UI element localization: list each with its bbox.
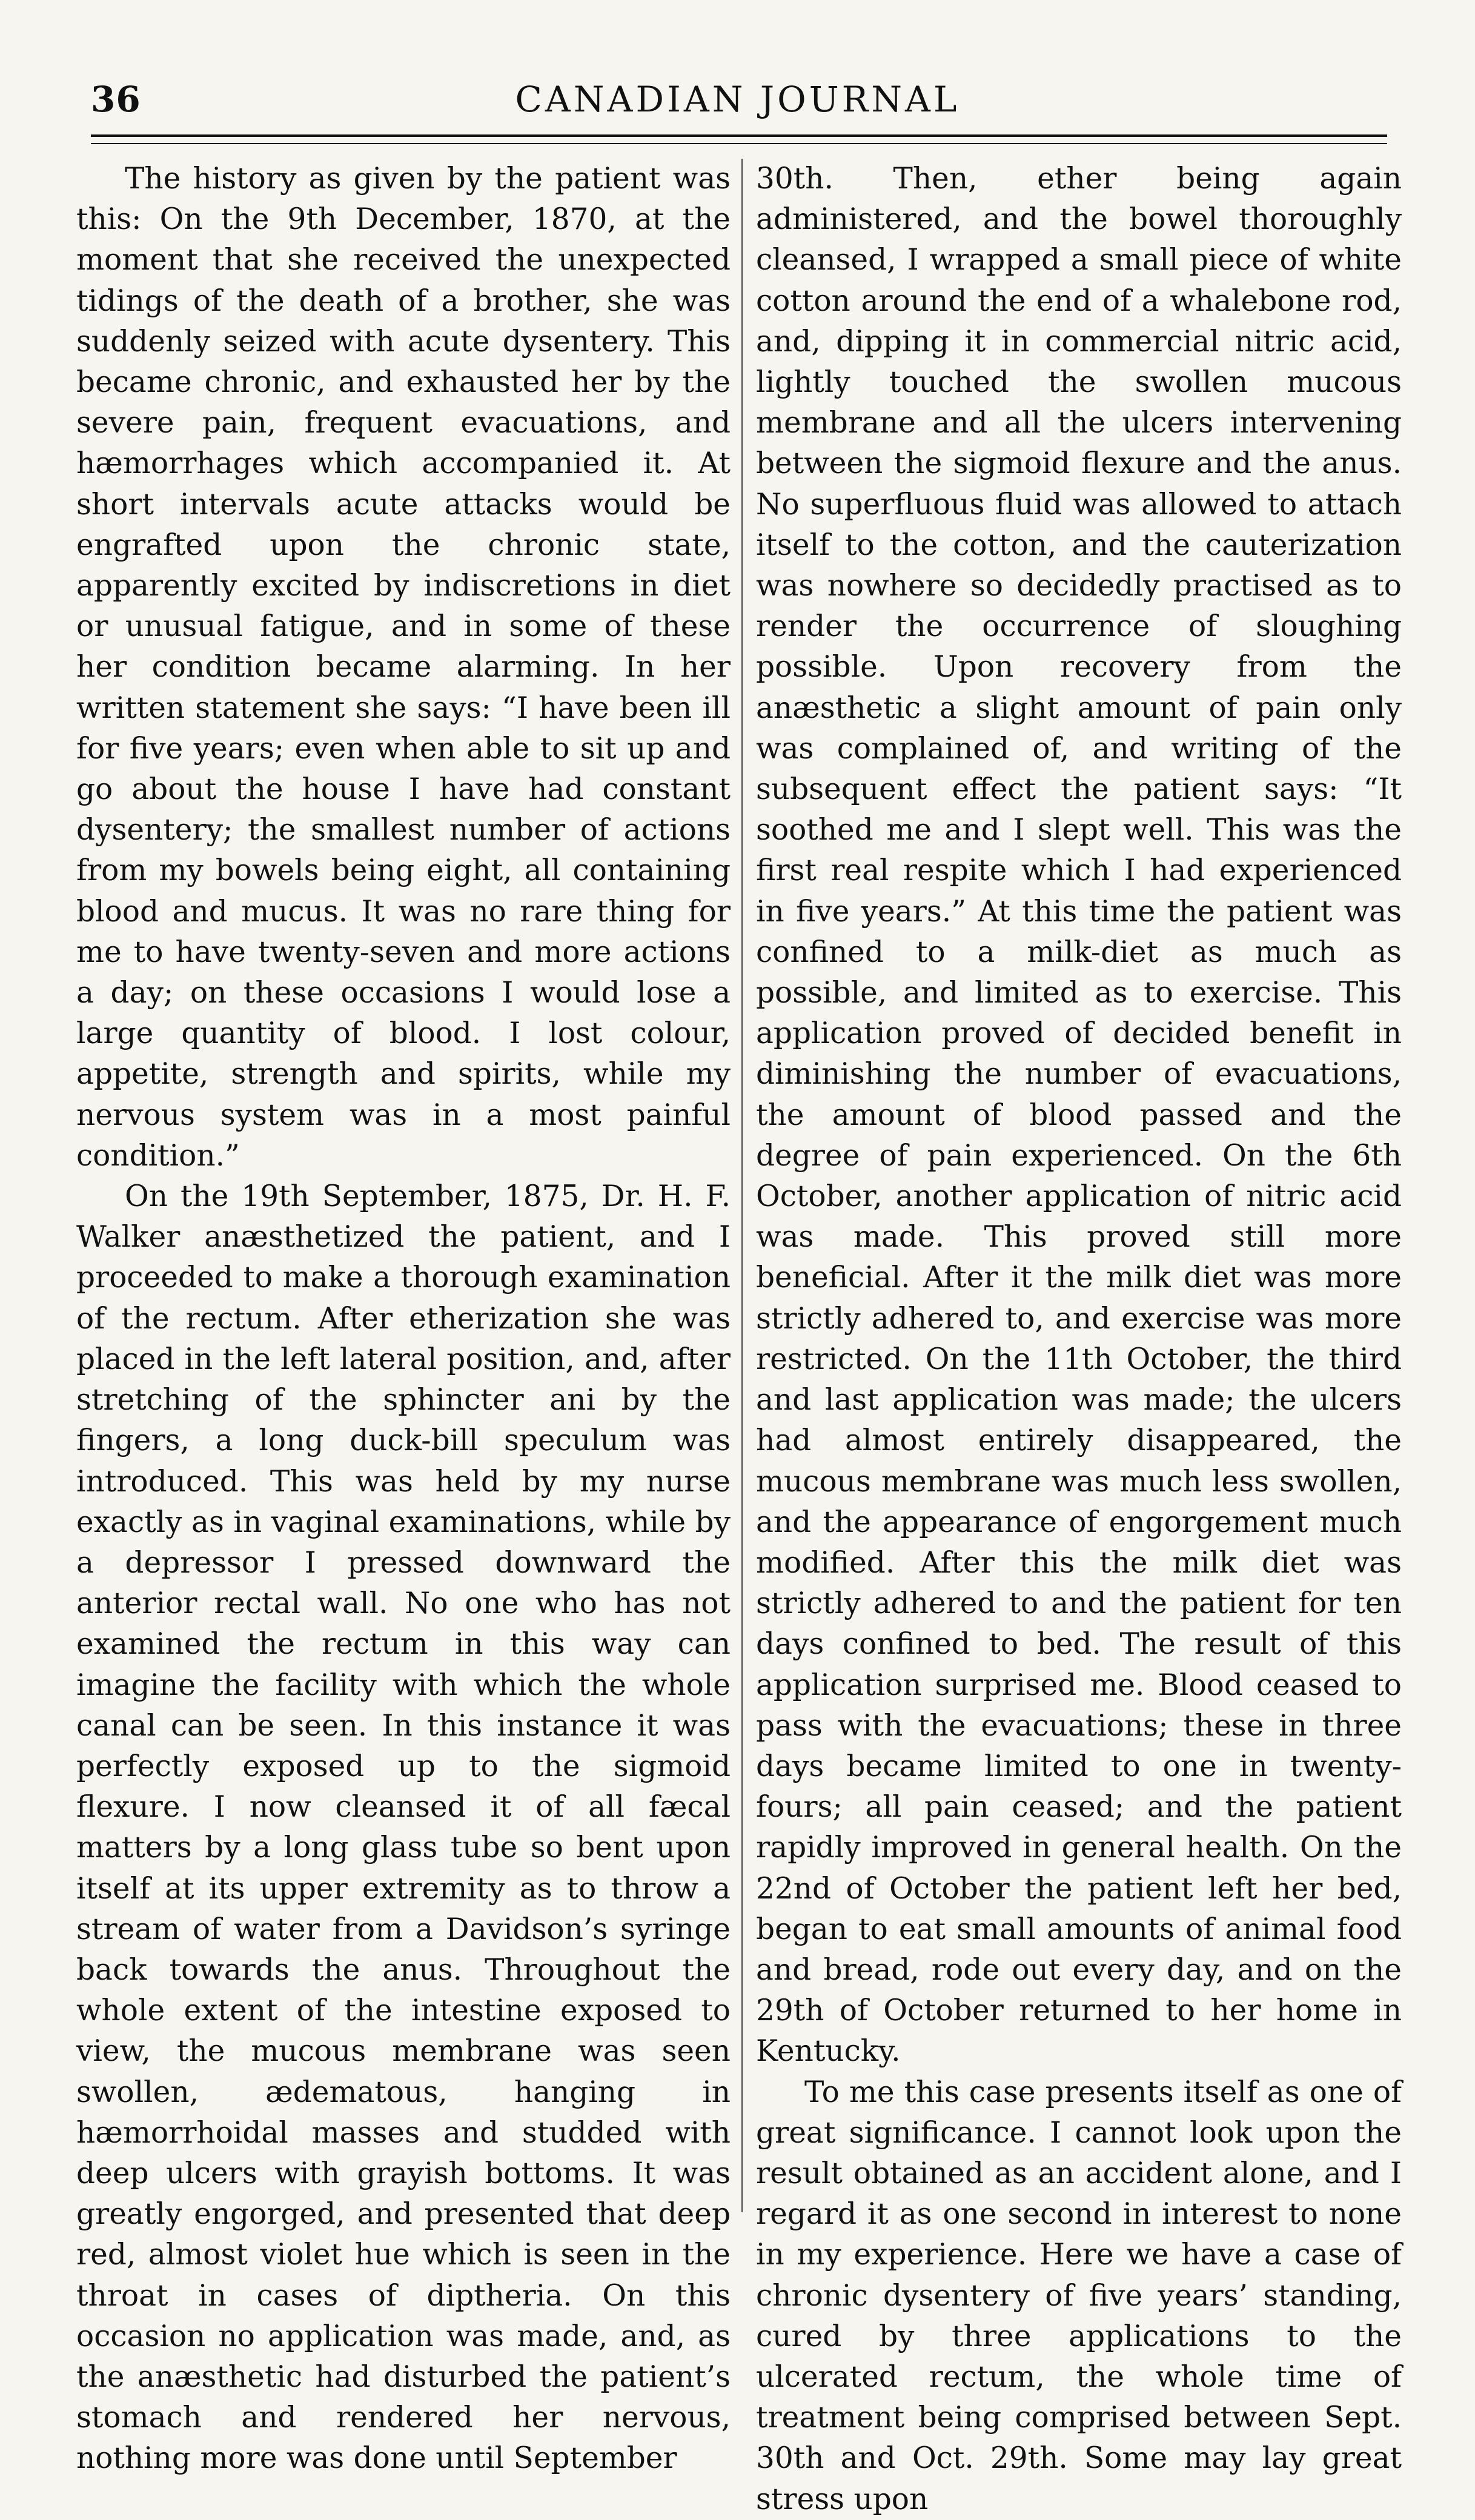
left-paragraph-2: On the 19th September, 1875, Dr. H. F. Walker anæsthetized the patient, and I proceeded to make a thorough examination of the rectum. After etherization she was placed in the left lateral position, and, after stretching of the sphincter ani by the fingers, a long duck-bill speculum was introduced. This was held by my nurse exactly as in vaginal examinations, while by a depressor I pressed downward the anterior rectal wall. No one who has not examined the rectum in this way can imagine the facility with which the whole canal can be seen. In this instance it was perfectly exposed up to the sigmoid flexure. I now cleansed it of all fæcal matters by a long glass tube so bent upon itself at its upper extremity as to throw a stream of water from a Davidson’s syringe back towards the anus. Throughout the whole extent of the intestine exposed to view, the mucous membrane was seen swollen, ædematous, hanging in hæmorrhoidal masses and studded with deep ulcers with grayish bottoms. It was greatly engorged, and presented that deep red, almost violet hue which is seen in the throat in cases of diptheria. On this occasion no application was made, and, as the anæsthetic had disturbed the patient’s stomach and rendered her nervous, nothing more was done until September bbox=[76, 1179, 731, 2476]
header-rule-thin bbox=[91, 143, 1387, 144]
right-paragraph-2: To me this case presents itself as one of great significance. I cannot look upon the result obtained as an accident alone, and I regard it as one second in interest to none in my experience. Here we have a case of chronic dysentery of five years’ standing, cured by three applications to the ulcerated rectum, the whole time of treatment being comprised between Sept. 30th and Oct. 29th. Some may lay great stress upon bbox=[756, 2075, 1402, 2516]
header-rule bbox=[91, 134, 1387, 137]
page-number: 36 bbox=[91, 79, 141, 120]
journal-title: CANADIAN JOURNAL bbox=[515, 79, 960, 120]
right-column bbox=[756, 159, 1402, 2520]
column-divider bbox=[741, 159, 743, 2212]
left-column bbox=[76, 159, 731, 2479]
right-paragraph-1: 30th. Then, ether being again administered, and the bowel thoroughly cleansed, I wrapped a small piece of white cotton around the end of a whalebone rod, and, dipping it in commercial nitric acid, lightly touched the swollen mucous membrane and all the ulcers intervening between the sigmoid flexure and the anus. No superfluous fluid was allowed to attach itself to the cotton, and the cauterization was nowhere so decidedly practised as to render the occurrence of sloughing possible. Upon recovery from the anæsthetic a slight amount of pain only was complained of, and writing of the subsequent effect the patient says: “It soothed me and I slept well. This was the first real respite which I had experienced in five years.” At this time the patient was confined to a milk-diet as much as possible, and limited as to exercise. This application proved of decided benefit in diminishing the number of evacuations, the amount of blood passed and the degree of pain experienced. On the 6th October, another application of nitric acid was made. This proved still more beneficial. After it the milk diet was more strictly adhered to, and exercise was more restricted. On the 11th October, the third and last application was made; the ulcers had almost entirely disappeared, the mucous membrane was much less swollen, and the appearance of engorgement much modified. After this the milk diet was strictly adhered to and the patient for ten days confined to bed. The result of this application surprised me. Blood ceased to pass with the evacuations; these in three days became limited to one in twenty-fours; all pain ceased; and the patient rapidly improved in general health. On the 22nd of October the patient left her bed, began to eat small amounts of animal food and bread, rode out every day, and on the 29th of October returned to her home in Kentucky. bbox=[756, 162, 1402, 2069]
left-paragraph-1: The history as given by the patient was this: On the 9th December, 1870, at the moment that she received the unexpected tidings of the death of a brother, she was suddenly seized with acute dysentery. This became chronic, and exhausted her by the severe pain, frequent evacuations, and hæmorrhages which accompanied it. At short intervals acute attacks would be engrafted upon the chronic state, apparently excited by indiscretions in diet or unusual fatigue, and in some of these her condition became alarming. In her written statement she says: “I have been ill for five years; even when able to sit up and go about the house I have had constant dysentery; the smallest number of actions from my bowels being eight, all containing blood and mucus. It was no rare thing for me to have twenty-seven and more actions a day; on these occasions I would lose a large quantity of blood. I lost colour, appetite, strength and spirits, while my nervous system was in a most painful condition.” bbox=[76, 162, 731, 1173]
